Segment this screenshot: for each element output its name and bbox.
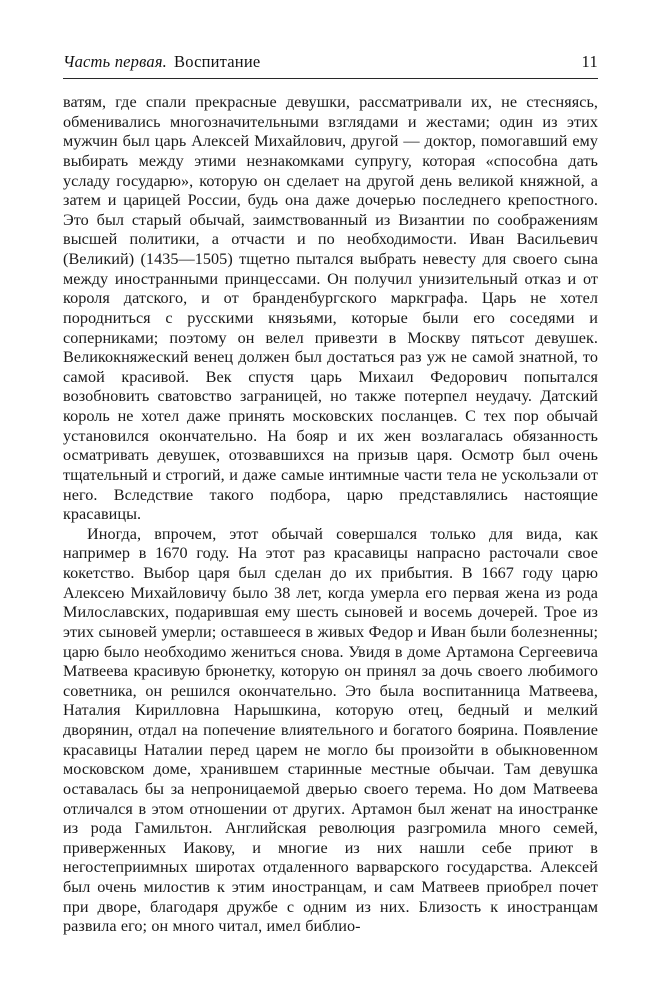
running-head-section-title: Воспитание [174,52,261,71]
paragraph-continued: ватям, где спали прекрасные девушки, рассматривали их, не стесняясь, обменивались многозначительными взглядами и жестами; один из этих мужчин был царь Алексей Михайлович, другой — доктор, помогавший ему выбирать между этими незнакомками супругу, которая «способна дать усладу государю», которую он сделает на другой день великой княжной, а затем и царицей России, будь она даже дочерью последнего крепостного. Это был старый обычай, заимствованный из Византии по соображениям высшей политики, а отчасти и по необходимости. Иван Васильевич (Великий) (1435—1505) тщетно пытался выбрать невесту для своего сына между иностранными принцессами. Он получил унизительный отказ и от короля датского, и от бранденбургского маркграфа. Царь не хотел породниться с русскими князьями, которые были его соседями и соперниками; поэтому он велел привезти в Москву пятьсот девушек. Великокняжеский венец должен был достаться раз уж не самой знатной, то самой красивой. Век спустя царь Михаил Федорович попытался возобновить сватовство заграницей, но также потерпел неудачу. Датский король не хотел даже принять московских посланцев. С тех пор обычай установился окончательно. На бояр и их жен возлагалась обязанность осматривать девушек, отозвавшихся на призыв царя. Осмотр был очень тщательный и строгий, и даже самые интимные части тела не ускользали от него. Вследствие такого подбора, царю представлялись настоящие красавицы. [63,93,598,524]
running-head-rule [63,78,598,79]
running-head-text [63,52,260,72]
paragraph: Иногда, впрочем, этот обычай совершался только для вида, как например в 1670 году. На этот раз красавицы напрасно расточали свое кокетство. Выбор царя был сделан до их прибытия. В 1667 году царю Алексею Михайловичу было 38 лет, когда умерла его первая жена из рода Милославских, подарившая ему шесть сыновей и восемь дочерей. Трое из этих сыновей умерли; оставшееся в живых Федор и Иван были болезненны; царю было необходимо жениться снова. Увидя в доме Артамона Сергеевича Матвеева красивую брюнетку, которую он принял за дочь своего любимого советника, он решился окончательно. Это была воспитанница Матвеева, Наталия Кирилловна Нарышкина, которую отец, бедный и мелкий дворянин, отдал на попечение влиятельного и богатого боярина. Появление красавицы Наталии перед царем не могло бы произойти в обыкновенном московском доме, хранившем старинные местные обычаи. Там девушка оставалась бы за непроницаемой дверью своего терема. Но дом Матвеева отличался в этом отношении от других. Артамон был женат на иностранке из рода Гамильтон. Английская революция разгромила много семей, приверженных Иакову, и многие из них нашли себе приют в негостеприимных широтах отдаленного варварского государства. Алексей был очень милостив к этим иностранцам, и сам Матвеев приобрел почет при дворе, благодаря дружбе с одним из них. Близость к иностранцам развила его; он много читал, имел библио- [63,524,598,936]
running-head-part-label: Часть первая. [63,52,168,71]
body-text-block [63,93,598,937]
page-number: 11 [581,52,598,71]
running-head [63,52,598,78]
